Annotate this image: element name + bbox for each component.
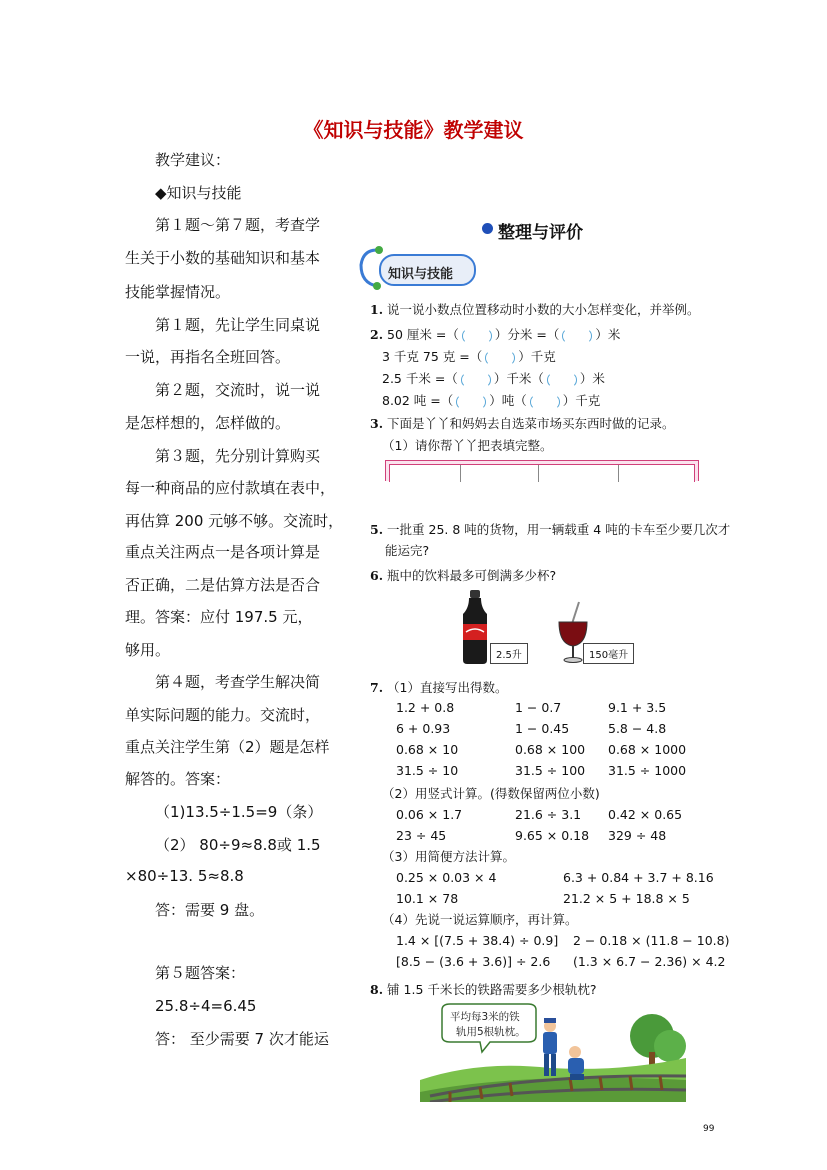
expression: 1 − 0.45 [515,721,570,736]
answer-blank[interactable] [485,350,515,366]
expression: 31.5 ÷ 10 [396,763,459,778]
q2-text: 2.5 千米 =（ [382,371,458,386]
expression: 329 ÷ 48 [608,828,667,843]
left-text-line: 第２题，交流时，说一说 [155,381,321,399]
left-text-line: 每一种商品的应付款填在表中， [125,479,336,497]
left-text-line: 是怎样想的，怎样做的。 [125,414,291,432]
expression: 0.25 × 0.03 × 4 [396,870,497,885]
question-number: 2. [370,327,384,342]
question-text: 说一说小数点位置移动时小数的大小怎样变化，并举例。 [387,302,700,317]
question-number: 8. [370,982,384,997]
question-text: 瓶中的饮料最多可倒满多少杯? [387,568,557,583]
expression: 9.65 × 0.18 [515,828,590,843]
question-part: （2）用竖式计算。(得数保留两位小数) [382,786,600,801]
answer-blank[interactable] [462,328,492,344]
q2-text: 50 厘米 =（ [387,327,459,342]
left-text-line: 第５题答案： [155,964,246,982]
left-text-line: ◆知识与技能 [155,184,242,202]
left-text-line: 技能掌握情况。 [125,283,231,301]
answer-blank[interactable] [562,328,592,344]
question-5 [370,522,730,538]
left-text-line: 否正确，二是估算方法是否合 [125,576,321,594]
question-part: （1）直接写出得数。 [387,680,508,695]
expression: 2 − 0.18 × (11.8 − 10.8) [573,933,730,948]
expression: 31.5 ÷ 1000 [608,763,687,778]
expression: 0.68 × 10 [396,742,459,757]
question-6 [370,568,556,584]
expression: (1.3 × 6.7 − 2.36) × 4.2 [573,954,726,969]
page-title: 《知识与技能》教学建议 [303,118,524,142]
left-text-line: 答：需要 9 盘。 [155,901,265,919]
question-2-row [382,393,600,410]
section-badge: 知识与技能 [388,267,454,282]
question-text: 铺 1.5 千米长的铁路需要多少根轨枕? [387,982,597,997]
q2-text: 8.02 吨 =（ [382,393,454,408]
q2-text: ）米 [579,371,605,386]
left-text-line: 教学建议： [155,151,231,169]
expression: 9.1 + 3.5 [608,700,667,715]
question-2-row [382,371,605,388]
answer-blank[interactable] [456,394,486,410]
left-text-line: 第３题，先分别计算购买 [155,447,321,465]
table-header-row [389,464,695,482]
expression: 23 ÷ 45 [396,828,447,843]
question-text: 一批重 25. 8 吨的货物，用一辆载重 4 吨的卡车至少要几次才 [387,522,731,537]
expression: 0.42 × 0.65 [608,807,683,822]
speech-bubble-line: 轨用5根轨枕。 [456,1026,526,1038]
q2-text: ）千克 [518,349,556,364]
expression: 1.4 × [(7.5 + 38.4) ÷ 0.9] [396,933,559,948]
question-number: 3. [370,416,384,431]
question-number: 7. [370,680,384,695]
q2-text: ）吨（ [489,393,527,408]
left-text-line: 生关于小数的基础知识和基本 [125,249,321,267]
expression: 5.8 − 4.8 [608,721,667,736]
q2-text: ）千克 [562,393,601,408]
left-text-line: 第４题，考查学生解决简 [155,673,321,691]
record-table [385,460,699,481]
left-text-line: 再估算 200 元够不够。交流时， [125,512,344,530]
left-text-line: （2） 80÷9≈8.8或 1.5 [155,836,321,854]
expression: 21.6 ÷ 3.1 [515,807,582,822]
question-part: （4）先说一说运算顺序，再计算。 [382,912,578,927]
left-text-line: ×80÷13. 5≈8.8 [125,867,244,885]
expression: [8.5 − (3.6 + 3.6)] ÷ 2.6 [396,954,551,969]
left-text-line: 第１题～第７题，考查学 [155,216,321,234]
question-1 [370,302,700,318]
question-number: 6. [370,568,384,583]
expression: 31.5 ÷ 100 [515,763,586,778]
question-part: （3）用简便方法计算。 [382,849,515,864]
question-text: 下面是丫丫和妈妈去自选菜市场买东西时做的记录。 [387,416,675,431]
glass-volume-label: 150毫升 [583,643,634,664]
expression: 0.68 × 100 [515,742,586,757]
answer-blank[interactable] [547,372,577,388]
question-8 [370,982,597,998]
expression: 1.2 + 0.8 [396,700,455,715]
left-text-line: 重点关注两点一是各项计算是 [125,543,321,561]
left-text-line: 单实际问题的能力。交流时， [125,706,321,724]
q2-text: ）分米 =（ [494,327,560,342]
question-7 [370,680,508,696]
expression: 10.1 × 78 [396,891,459,906]
q2-text: 3 千克 75 克 =（ [382,349,483,364]
table-divider [618,465,619,482]
expression: 1 − 0.7 [515,700,562,715]
q2-text: ）米 [595,327,621,342]
table-divider [538,465,539,482]
expression: 6.3 + 0.84 + 3.7 + 8.16 [563,870,714,885]
q2-text: ）千米（ [493,371,544,386]
table-divider [460,465,461,482]
question-number: 1. [370,302,384,317]
answer-blank[interactable] [461,372,491,388]
question-2-row [382,349,556,366]
expression: 21.2 × 5 + 18.8 × 5 [563,891,690,906]
question-3 [370,416,675,432]
cola-bottle-icon [455,588,495,666]
section-title: 整理与评价 [498,223,583,243]
left-text-line: 一说，再指名全班回答。 [125,348,291,366]
left-text-line: 够用。 [125,641,171,659]
left-text-line: （1)13.5÷1.5=9（条） [155,803,323,821]
question-5-cont: 能运完? [385,543,430,558]
page-number: 99 [703,1124,715,1134]
bottle-volume-label: 2.5升 [490,643,528,664]
left-text-line: 解答的。答案： [125,770,231,788]
left-text-line: 重点关注学生第（2）题是怎样 [125,738,330,756]
question-3-sub: （1）请你帮丫丫把表填完整。 [382,438,553,453]
question-2 [370,327,620,344]
left-text-line: 第１题，先让学生同桌说 [155,316,321,334]
expression: 0.06 × 1.7 [396,807,463,822]
speech-bubble-line: 平均每3米的铁 [450,1011,520,1023]
expression: 6 + 0.93 [396,721,451,736]
answer-blank[interactable] [530,394,560,410]
left-text-line: 答： 至少需要 7 次才能运 [155,1030,329,1048]
expression: 0.68 × 1000 [608,742,687,757]
left-text-line: 25.8÷4=6.45 [155,997,257,1015]
question-number: 5. [370,522,384,537]
section-bullet-icon [482,223,493,234]
left-text-line: 理。答案：应付 197.5 元， [125,608,313,626]
